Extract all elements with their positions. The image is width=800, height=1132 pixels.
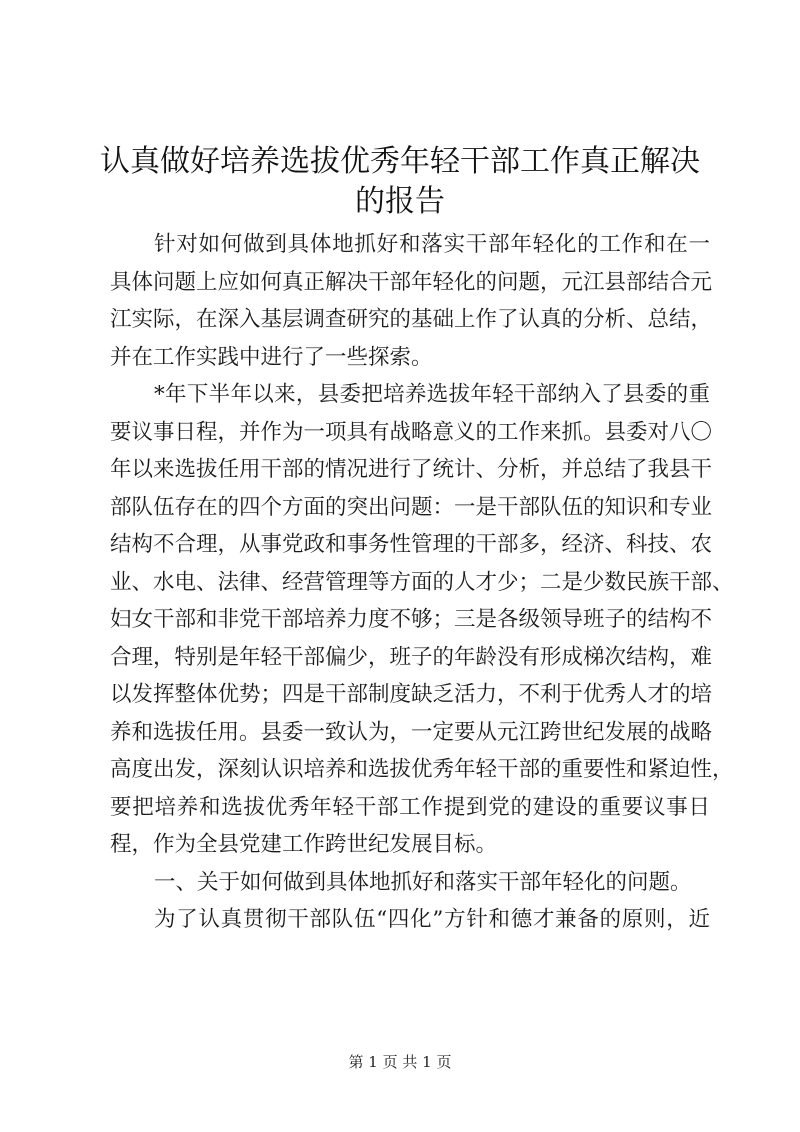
body-line: 程，作为全县党建工作跨世纪发展目标。 [110, 832, 498, 857]
body-line: 业、水电、法律、经营管理等方面的人才少；二是少数民族干部、 [110, 569, 734, 595]
body-line: 针对如何做到具体地抓好和落实干部年轻化的工作和在一 [154, 232, 710, 257]
body-line: 养和选拔任用。县委一致认为，一定要从元江跨世纪发展的战略 [110, 719, 713, 745]
page-footer: 第 1 页 共 1 页 [348, 1053, 452, 1071]
body-line: 以发挥整体优势；四是干部制度缺乏活力，不利于优秀人才的培 [110, 682, 713, 707]
body-line: 江实际，在深入基层调查研究的基础上作了认真的分析、总结， [110, 307, 713, 332]
body-line: 并在工作实践中进行了一些探索。 [110, 344, 433, 370]
section-heading: 一、关于如何做到具体地抓好和落实干部年轻化的问题。 [154, 869, 692, 895]
body-line: 部队伍存在的四个方面的突出问题：一是干部队伍的知识和专业 [110, 494, 713, 520]
body-line: 高度出发，深刻认识培养和选拔优秀年轻干部的重要性和紧迫性， [110, 757, 734, 782]
document-title-line-1: 认真做好培养选拔优秀年轻干部工作真正解决 [100, 144, 700, 179]
document-body [110, 226, 734, 939]
body-line: 具体问题上应如何真正解决干部年轻化的问题，元江县部结合元 [110, 269, 713, 295]
body-line: 为了认真贯彻干部队伍“四化”方针和德才兼备的原则，近 [154, 907, 710, 932]
body-line: 要把培养和选拔优秀年轻干部工作提到党的建设的重要议事日 [110, 794, 710, 820]
body-line: *年下半年以来，县委把培养选拔年轻干部纳入了县委的重 [154, 382, 710, 407]
body-line: 年以来选拔任用干部的情况进行了统计、分析，并总结了我县干 [110, 457, 713, 482]
body-line: 妇女干部和非党干部培养力度不够；三是各级领导班子的结构不 [110, 607, 713, 632]
body-line: 结构不合理，从事党政和事务性管理的干部多，经济、科技、农 [110, 532, 713, 557]
document-title-line-2: 的报告 [355, 184, 445, 219]
body-line: 合理，特别是年轻干部偏少，班子的年龄没有形成梯次结构，难 [110, 644, 713, 670]
body-line: 要议事日程，并作为一项具有战略意义的工作来抓。县委对八〇 [110, 419, 713, 445]
